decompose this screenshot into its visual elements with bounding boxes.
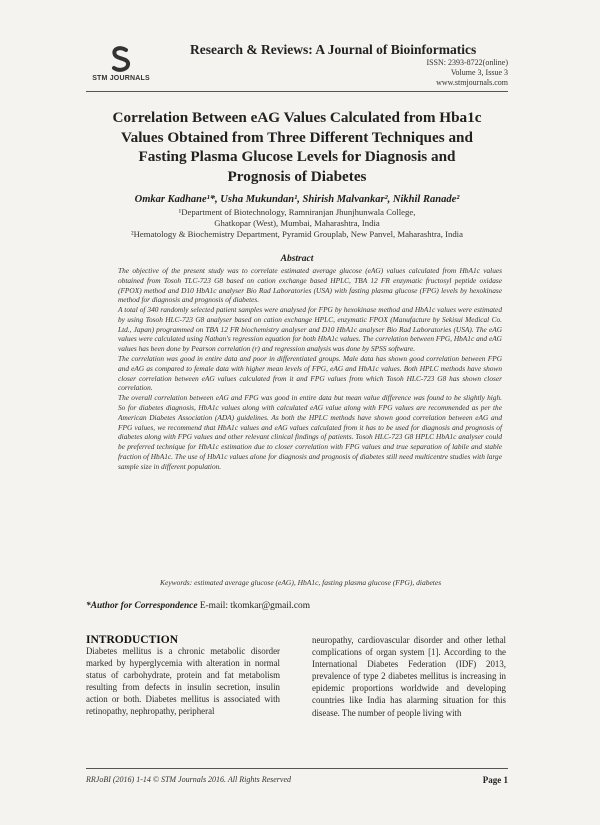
introduction-heading: INTRODUCTION	[86, 634, 179, 646]
footer-citation: RRJoBI (2016) 1-14 © STM Journals 2016. All Rights Reserved	[86, 775, 292, 784]
logo-text: STM JOURNALS	[92, 75, 150, 82]
abstract-heading: Abstract	[280, 254, 314, 264]
abstract-paragraph: The objective of the present study was to correlate estimated average glucose (eAG) values calculated from HbA1c values obtained from Tosoh TLC-723 G8 based on cation exchange based HPLC, TBA 12 FR enzymatic fructosyl peptide oxidase (FPOX) method and D10 HbA1c analyser Bio Rad Laboratories (USA) with fasting plasma glucose (FPG) levels by hexokinase method for diagnosis and prognosis of diabetes.	[118, 266, 502, 305]
abstract-paragraph: A total of 340 randomly selected patient samples were analysed for FPG by hexokinase method and HbA1c values were estimated by using Tosoh HLC-723 G8 analyser based on cation exchange HPLC, enzymatic FPOX (Manufacture by Sekisui Medical Co. Ltd., Japan) programmed on TBA 12 FR biochemistry analyser and D10 HbA1c analyser Bio Rad Laboratories (USA). The eAG values were calculated using Nathan's regression equation for both HbA1c values. The correlation between FPG, HbA1c and eAG values has been done by Pearson correlation (r) and regression analysis was done by SPSS software.	[118, 305, 502, 354]
title-line: Values Obtained from Three Different Techniques and	[121, 128, 473, 146]
affiliation-1: ¹Department of Biotechnology, Ramniranjan Jhunjhunwala College,	[178, 207, 416, 217]
abstract-paragraph: The correlation was good in entire data and poor in differentiated groups. Male data has shown good correlation between FPG and eAG as compared to female data with higher mean levels of FPG, eAG and HbA1c values. Both HPLC methods have shown closer correlation between eAG values calculated from it and FPG values from which Tosoh HLC-723 G8 has shown closer correlation.	[118, 354, 502, 393]
footer-rule	[86, 768, 508, 769]
stm-logo-icon	[106, 44, 136, 74]
introduction-column-1: Diabetes mellitus is a chronic metabolic disorder marked by hyperglycemia with alteration in normal status of carbohydrate, protein and fat metabolism resulting from defects in insulin secretion, insulin action or both. Diabetes mellitus is associated with retinopathy, nephropathy, peripheral	[86, 646, 280, 717]
journal-logo	[86, 44, 156, 82]
journal-website[interactable]: www.stmjournals.com	[436, 78, 508, 87]
journal-title: Research & Reviews: A Journal of Bioinformatics	[190, 42, 477, 57]
abstract-paragraph: The overall correlation between eAG and FPG was good in entire data but mean value difference was found to be slightly high. So for diabetes diagnosis, HbA1c values along with calculated eAG value along with FPG values are recommended as per the American Diabetes Association (ADA) guidelines. As both the HPLC methods have shown good correlation between eAG and FPG values, we recommend that HbA1c values and eAG values calculated from it has to be used for diagnosis and prognosis of diabetes along with FPG values and other relevant clinical findings of patients. Tosoh HLC-723 G8 HPLC HbA1c analyser could be preferred technique for HbA1c estimation due to closer correlation with FPG values and true separation of labile and stable fraction of HbA1c. The use of HbA1c values alone for diagnosis and prognosis of diabetes still need multicentre studies with large sample size in different population.	[118, 393, 502, 471]
affiliation-2: ²Hematology & Biochemistry Department, Pyramid Grouplab, New Panvel, Maharashtra, India	[131, 229, 463, 239]
correspondence	[86, 601, 310, 611]
page-number: Page 1	[482, 775, 508, 785]
title-line: Fasting Plasma Glucose Levels for Diagnosis and	[138, 148, 456, 165]
abstract-body	[118, 266, 502, 471]
author-list: Omkar Kadhane¹*, Usha Mukundan¹, Shirish Malvankar², Nikhil Ranade²	[134, 194, 460, 205]
title-line: Prognosis of Diabetes	[227, 167, 367, 185]
introduction-column-2: neuropathy, cardiovascular disorder and other lethal complications of organ system [1]. According to the International Diabetes Federation (IDF) 2013, prevalence of type 2 diabetes mellitus is increasing in epidemic proportions worldwide and developing countries like India has alarming situation for this disease. The number of people living with	[312, 635, 506, 718]
correspondence-label: *Author for Correspondence	[86, 601, 198, 611]
journal-meta	[426, 58, 508, 88]
correspondence-email[interactable]: E-mail: tkomkar@gmail.com	[199, 601, 310, 611]
article-title	[86, 108, 508, 186]
affiliation-1-location: Ghatkopar (West), Mumbai, Maharashtra, India	[214, 218, 380, 228]
title-line: Correlation Between eAG Values Calculated from Hba1c	[112, 109, 482, 126]
volume-issue: Volume 3, Issue 3	[450, 68, 508, 77]
header-rule	[86, 91, 508, 92]
issn: ISSN: 2393-8722(online)	[426, 58, 508, 67]
keywords: Keywords: estimated average glucose (eAG), HbA1c, fasting plasma glucose (FPG), diabetes	[160, 578, 442, 587]
